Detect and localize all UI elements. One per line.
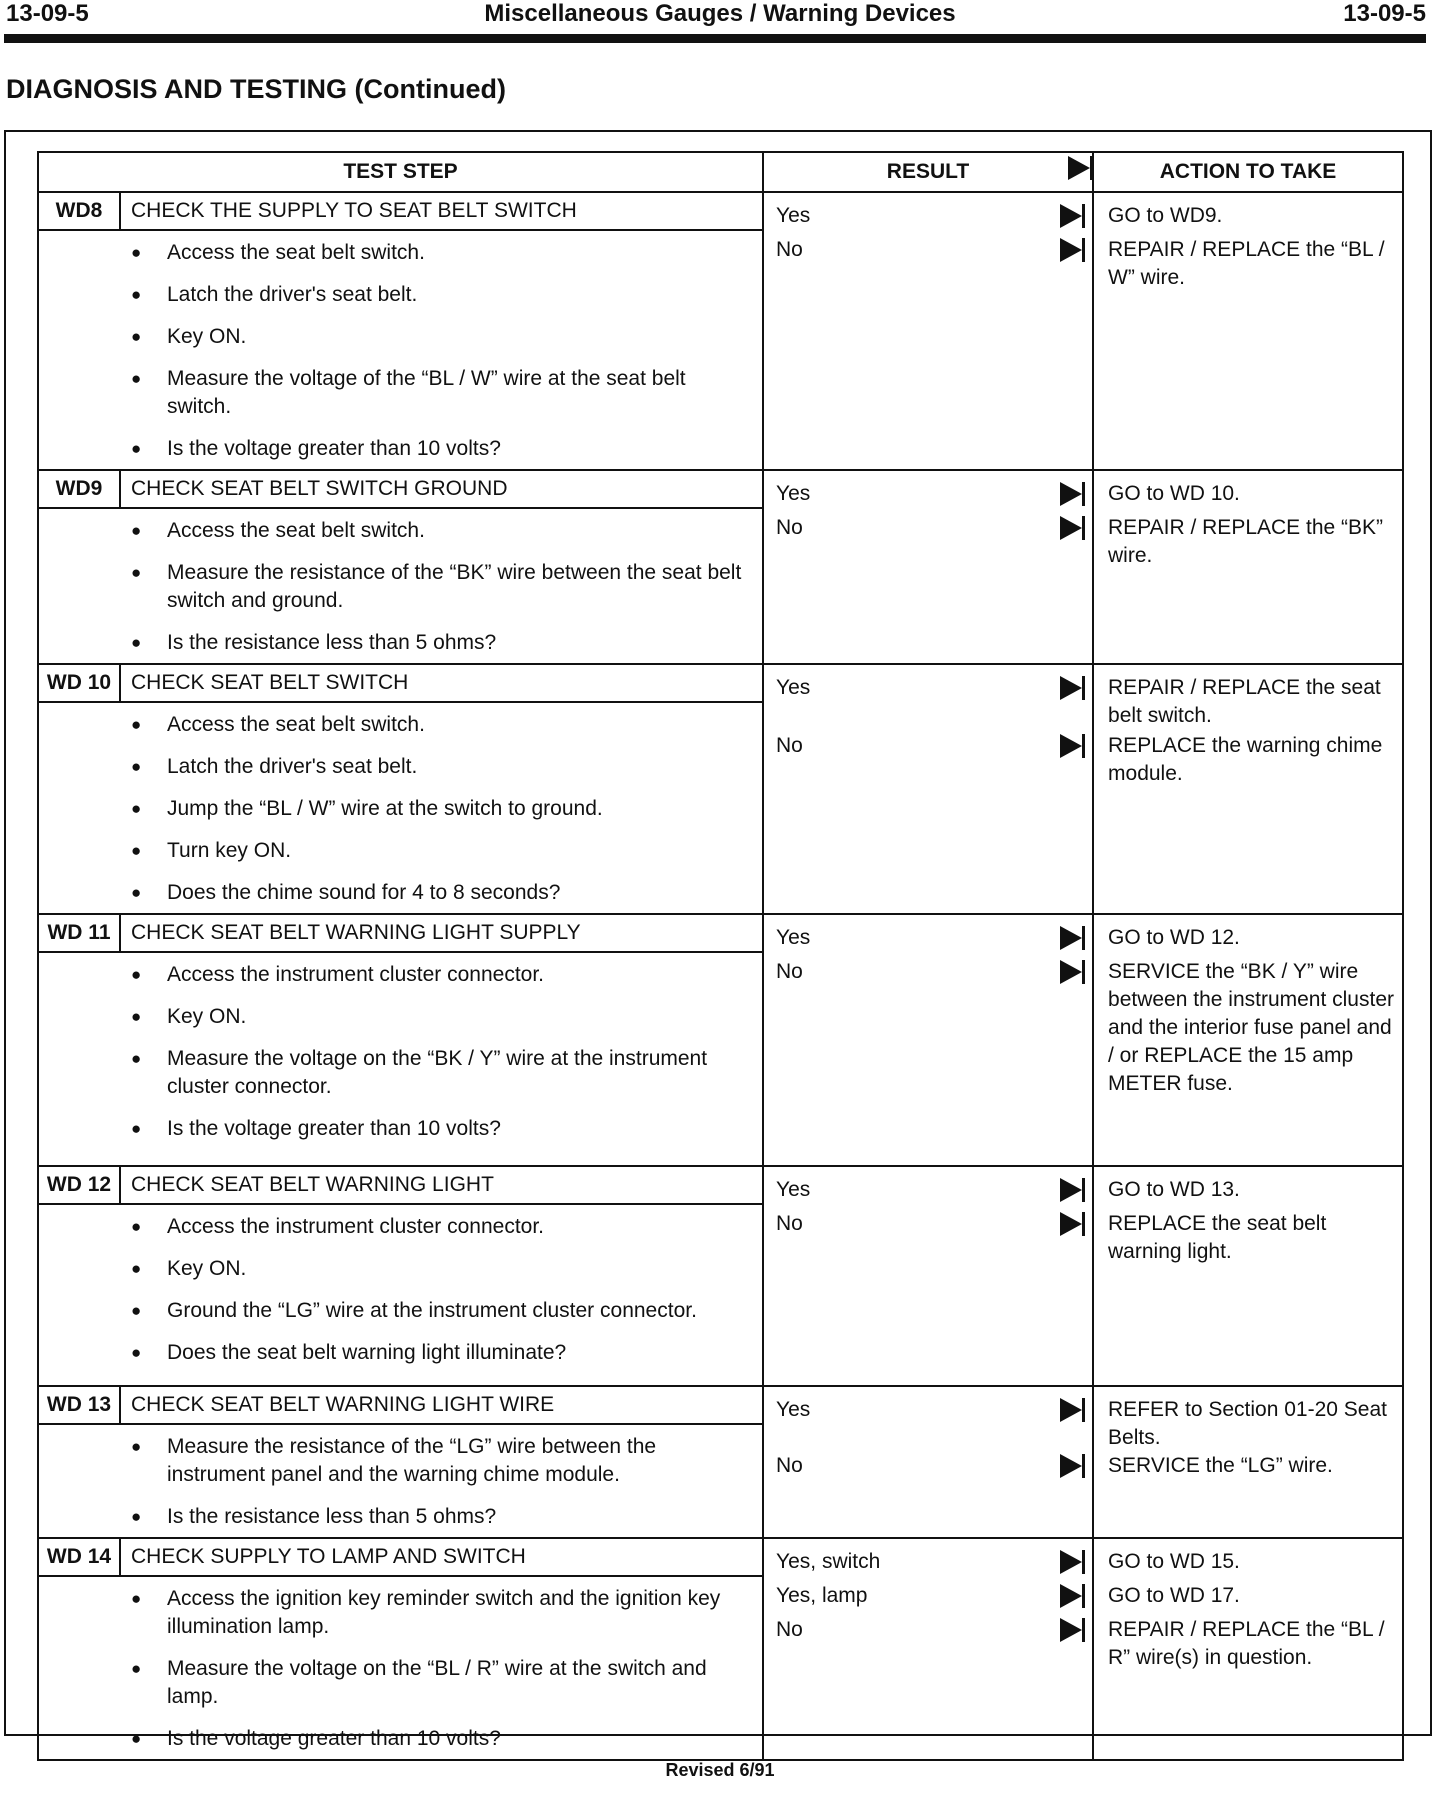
arrow-right-icon [1060, 516, 1082, 540]
step-title-row [38, 1166, 1403, 1204]
result-item [776, 513, 1084, 543]
step-title: CHECK SEAT BELT WARNING LIGHT [120, 1166, 763, 1204]
result-item [776, 1395, 1084, 1425]
step-title-row [38, 1538, 1403, 1576]
result-cell [763, 470, 1093, 664]
arrow-right-icon [1060, 1618, 1082, 1642]
diagnosis-table-body [38, 192, 1403, 1760]
instruction-item: ● Does the seat belt warning light illuminate? [39, 1339, 752, 1367]
result-cell [763, 664, 1093, 914]
action-cell [1093, 1166, 1403, 1386]
step-title-row [38, 1386, 1403, 1424]
step-title-row [38, 470, 1403, 508]
result-cell [763, 914, 1093, 1166]
instruction-item: ● Access the seat belt switch. [39, 711, 752, 739]
arrow-right-icon [1060, 1550, 1082, 1574]
page-number-left: 13-09-5 [6, 0, 89, 27]
section-title: DIAGNOSIS AND TESTING (Continued) [6, 74, 506, 104]
result-label: Yes [776, 676, 811, 699]
instruction-item: ● Access the seat belt switch. [39, 239, 752, 267]
result-label: No [776, 516, 803, 539]
result-label: No [776, 734, 803, 757]
instruction-item: ● Turn key ON. [39, 837, 752, 865]
action-text: REPAIR / REPLACE the seat belt switch. [1108, 676, 1381, 727]
step-code: WD 13 [38, 1386, 120, 1424]
result-label: Yes, lamp [776, 1584, 868, 1607]
column-header-action: ACTION TO TAKE [1093, 152, 1403, 192]
action-text: GO to WD 13. [1108, 1178, 1240, 1201]
result-item [776, 479, 1084, 509]
step-instructions [38, 508, 763, 664]
table-header-row [38, 152, 1403, 192]
step-instructions [38, 952, 763, 1166]
action-cell [1093, 914, 1403, 1166]
instruction-list [39, 703, 762, 913]
arrow-right-icon [1060, 926, 1082, 950]
arrow-right-icon [1060, 734, 1082, 758]
column-header-result [763, 152, 1093, 192]
result-label: No [776, 1212, 803, 1235]
instruction-item: ● Measure the voltage on the “BL / R” wire at the switch and lamp. [39, 1655, 752, 1711]
arrow-right-icon [1060, 1584, 1082, 1608]
result-cell [763, 1166, 1093, 1386]
action-text: REPAIR / REPLACE the “BK” wire. [1108, 516, 1384, 567]
arrow-right-icon [1060, 204, 1082, 228]
step-instructions [38, 230, 763, 470]
result-item [776, 201, 1084, 231]
revision-footer: Revised 6/91 [665, 1760, 775, 1780]
instruction-item: ● Jump the “BL / W” wire at the switch to ground. [39, 795, 752, 823]
arrow-right-icon [1060, 1178, 1082, 1202]
column-header-test-step: TEST STEP [38, 152, 763, 192]
step-code: WD 12 [38, 1166, 120, 1204]
result-item [776, 731, 1084, 761]
arrow-right-icon [1060, 1454, 1082, 1478]
result-item [776, 673, 1084, 703]
arrow-right-icon [1060, 482, 1082, 506]
arrow-right-icon [1060, 1212, 1082, 1236]
page-header [0, 0, 1440, 38]
instruction-item: ● Key ON. [39, 323, 752, 351]
instruction-item: ● Access the instrument cluster connector. [39, 1213, 752, 1241]
instruction-item: ● Is the voltage greater than 10 volts? [39, 1725, 752, 1753]
step-title-row [38, 914, 1403, 952]
instruction-list [39, 509, 762, 663]
action-text: REPAIR / REPLACE the “BL / R” wire(s) in question. [1108, 1618, 1385, 1669]
step-instructions [38, 1424, 763, 1538]
instruction-item: ● Ground the “LG” wire at the instrument cluster connector. [39, 1297, 752, 1325]
action-text: GO to WD 12. [1108, 926, 1240, 949]
action-cell [1093, 470, 1403, 664]
instruction-item: ● Latch the driver's seat belt. [39, 753, 752, 781]
step-code: WD9 [38, 470, 120, 508]
action-text: REPLACE the warning chime module. [1108, 734, 1383, 785]
result-label: No [776, 960, 803, 983]
column-header-result-label: RESULT [886, 160, 970, 183]
instruction-item: ● Measure the voltage on the “BK / Y” wire at the instrument cluster connector. [39, 1045, 752, 1101]
instruction-item: ● Key ON. [39, 1003, 752, 1031]
result-item [776, 1615, 1084, 1645]
action-text: SERVICE the “LG” wire. [1108, 1454, 1333, 1477]
step-title-row [38, 192, 1403, 230]
action-text: REPLACE the seat belt warning light. [1108, 1212, 1327, 1263]
result-item [776, 1209, 1084, 1239]
step-code: WD 14 [38, 1538, 120, 1576]
result-label: No [776, 1454, 803, 1477]
action-text: GO to WD 17. [1108, 1584, 1240, 1607]
result-cell [763, 1538, 1093, 1760]
arrow-right-icon [1060, 1398, 1082, 1422]
instruction-list [39, 1577, 762, 1759]
action-cell [1093, 1386, 1403, 1538]
step-title: CHECK THE SUPPLY TO SEAT BELT SWITCH [120, 192, 763, 230]
instruction-item: ● Access the ignition key reminder switch and the ignition key illumination lamp. [39, 1585, 752, 1641]
result-label: Yes [776, 204, 811, 227]
step-code: WD 10 [38, 664, 120, 702]
instruction-item: ● Is the voltage greater than 10 volts? [39, 435, 752, 463]
result-label: Yes [776, 1398, 811, 1421]
action-text: GO to WD 10. [1108, 482, 1240, 505]
instruction-item: ● Latch the driver's seat belt. [39, 281, 752, 309]
result-cell [763, 192, 1093, 470]
result-item [776, 1175, 1084, 1205]
result-label: Yes [776, 482, 811, 505]
instruction-item: ● Is the resistance less than 5 ohms? [39, 1503, 752, 1531]
instruction-list [39, 953, 762, 1149]
instruction-item: ● Measure the voltage of the “BL / W” wire at the seat belt switch. [39, 365, 752, 421]
arrow-right-icon [1068, 156, 1090, 180]
instruction-item: ● Measure the resistance of the “LG” wire between the instrument panel and the warning chime module. [39, 1433, 752, 1489]
result-item [776, 1581, 1084, 1611]
action-cell [1093, 192, 1403, 470]
result-item [776, 923, 1084, 953]
arrow-right-icon [1060, 960, 1082, 984]
arrow-right-icon [1060, 676, 1082, 700]
instruction-item: ● Access the instrument cluster connector. [39, 961, 752, 989]
header-rule [4, 34, 1426, 43]
step-instructions [38, 1204, 763, 1386]
action-cell [1093, 664, 1403, 914]
instruction-item: ● Access the seat belt switch. [39, 517, 752, 545]
step-title: CHECK SEAT BELT WARNING LIGHT WIRE [120, 1386, 763, 1424]
result-item [776, 1547, 1084, 1577]
step-code: WD 11 [38, 914, 120, 952]
step-instructions [38, 702, 763, 914]
page-number-right: 13-09-5 [1343, 0, 1426, 27]
action-text: REPAIR / REPLACE the “BL / W” wire. [1108, 238, 1385, 289]
action-cell [1093, 1538, 1403, 1760]
page-header-title: Miscellaneous Gauges / Warning Devices [484, 0, 956, 27]
arrow-right-icon [1060, 238, 1082, 262]
result-label: Yes [776, 926, 811, 949]
result-label: Yes [776, 1178, 811, 1201]
result-label: No [776, 238, 803, 261]
result-item [776, 1451, 1084, 1481]
result-item [776, 235, 1084, 265]
diagnosis-table [37, 151, 1404, 1761]
instruction-item: ● Key ON. [39, 1255, 752, 1283]
result-cell [763, 1386, 1093, 1538]
action-text: SERVICE the “BK / Y” wire between the instrument cluster and the interior fuse panel and / or REPLACE the 15 amp METER fuse. [1108, 960, 1394, 1095]
step-title: CHECK SUPPLY TO LAMP AND SWITCH [120, 1538, 763, 1576]
step-title: CHECK SEAT BELT SWITCH [120, 664, 763, 702]
result-label: No [776, 1618, 803, 1641]
step-code: WD8 [38, 192, 120, 230]
result-label: Yes, switch [776, 1550, 881, 1573]
instruction-list [39, 1425, 762, 1537]
result-item [776, 957, 1084, 987]
step-title: CHECK SEAT BELT WARNING LIGHT SUPPLY [120, 914, 763, 952]
action-text: GO to WD 15. [1108, 1550, 1240, 1573]
step-instructions [38, 1576, 763, 1760]
instruction-list [39, 1205, 762, 1373]
step-title-row [38, 664, 1403, 702]
instruction-item: ● Is the resistance less than 5 ohms? [39, 629, 752, 657]
instruction-list [39, 231, 762, 469]
instruction-item: ● Is the voltage greater than 10 volts? [39, 1115, 752, 1143]
instruction-item: ● Does the chime sound for 4 to 8 seconds? [39, 879, 752, 907]
step-title: CHECK SEAT BELT SWITCH GROUND [120, 470, 763, 508]
action-text: GO to WD9. [1108, 204, 1223, 227]
instruction-item: ● Measure the resistance of the “BK” wire between the seat belt switch and ground. [39, 559, 752, 615]
action-text: REFER to Section 01-20 Seat Belts. [1108, 1398, 1387, 1449]
